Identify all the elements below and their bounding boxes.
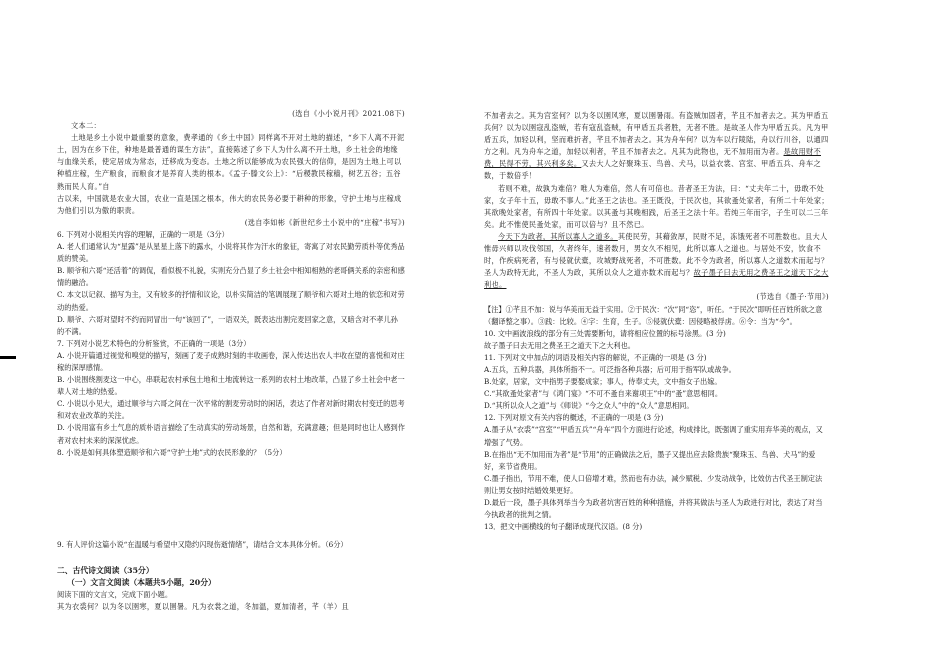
q11-option-d: D.“其所以众人之道”与《师说》“今之众人”中的“众人”意思相同。 bbox=[484, 401, 694, 411]
q6-option-c: C. 本文以记叙、描写为主，又有较多的抒情和议论，以朴实简洁的笔调展现了顺爷和六哥对土地的依恋和对劳动的热爱。 bbox=[57, 290, 405, 312]
q11-option-c: C.“其欲蚤处家者”与《鸿门宴》“不可不蚤自来谢项王”中的“蚤”意思相同。 bbox=[484, 389, 723, 399]
q6-option-d: D. 顺爷、六哥对望时不约而同冒出一句“该回了”，一语双关，既表达出割完麦回家之意，又暗含对不孝儿孙的不满。 bbox=[57, 314, 398, 336]
text2-title: 文本二： bbox=[71, 121, 101, 131]
section-2-1-heading: （一）文言文阅读（本题共5小题，20分） bbox=[67, 577, 216, 587]
question-6: 6. 下列对小说相关内容的理解，正确的一项是（3分） bbox=[57, 229, 229, 239]
reading-instruction: 阅读下面的文言文，完成下面小题。 bbox=[57, 590, 173, 599]
annotation-note: 【注】①芊且不加：说与华美而无益于实用。②于民次：“次”同“恣”，听任。“于民次”即听任百姓所欲之意（翻译整之事）。③践：比较。④字：生育，生子。⑤侵就伏橐：因侵略被俘虏。⑥令：当为“今”。 bbox=[484, 304, 823, 326]
classical-text-p2: 若则不难，故孰为难倍？唯人为难倍，然人有可倍也。昔者圣王为法，曰：“丈夫年二十，毋敢不处家，女子年十五，毋敢不事人。”此圣王之法也。圣王既没，于民次也，其欲蚤处家者，有所二十年处家；其欲晚处家者，有所四十年处家。以其蚤与其晚相践，后圣王之法十年。若纯三年而字，子生可以二三年矣。此不惟使民蚤处家，而可以倍与？且不然已。 bbox=[484, 183, 829, 229]
q10-text: 故子墨子曰去无用之费圣王之道天下之大利也。 bbox=[484, 340, 635, 350]
q11-option-b: B.处家，居家，文中指男子要娶成家；事人，侍奉丈夫，文中指女子出嫁。 bbox=[484, 377, 722, 387]
classical-text-p3: 今天下为政者，其所以寡人之道多。其使民劳，其藉敛厚，民财不足，冻饿死者不可胜数也。且大人惟毋兴师以攻伐邻国，久者终年，速者数月，男女久不相见，此所以寡人之道也。与居处不安，饮食不时，作疾病死者，有与侵就伏橐，攻城野战死者，不可胜数。此不令为政者，所以寡人之道数术而起与？圣人为政特无此，不圣人为政，其所以众人之道亦数术而起与？故子墨子曰去无用之费圣王之道天下之大利也。 bbox=[484, 231, 829, 290]
right-column bbox=[484, 110, 829, 533]
q12-option-a: A.墨子从“衣裘”“宫室”“甲盾五兵”“舟车”四个方面进行论述，构成排比，既强调了重实用弃华美的观点，又增强了气势。 bbox=[484, 425, 823, 447]
q6-option-a: A. 老人们通常认为“星露”是从星星上落下的露水，小说将其作为汗水的象征，寄寓了对农民勤劳质朴等优秀品质的赞美。 bbox=[57, 242, 405, 264]
source-note-2: (选自李如彬《新世纪乡土小说中的“庄稼”书写》) bbox=[244, 217, 405, 227]
q12-option-d: D.最后一段，墨子具体列举当今为政者坑害百姓的种种措施，并将其做法与圣人为政进行对比，表达了对当今执政者的批判之情。 bbox=[484, 498, 823, 520]
left-column bbox=[57, 108, 405, 613]
question-7: 7. 下列对小说艺术特色的分析鉴赏，不正确的一项是（3分） bbox=[57, 338, 251, 348]
section-2-heading: 二、古代诗文阅读（35分） bbox=[57, 565, 154, 575]
classical-source: (节选自《墨子·节用》) bbox=[756, 292, 829, 302]
binding-margin-mark bbox=[0, 356, 16, 359]
source-note-1: (选自《小小说月刊》2021.08下) bbox=[292, 109, 405, 118]
question-11: 11. 下列对文中加点的词语及相关内容的解说，不正确的一项是 (3 分) bbox=[484, 352, 707, 362]
text2-paragraph-cont: 古以来，中国就是农业大国，农业一直是国之根本，伟大的农民务必要于耕种的形象，守护土地与庄稼成为他们引以为傲的职责。 bbox=[57, 193, 402, 215]
classical-text-start: 其为衣裘何？以为冬以圉寒，夏以圉暑。凡为衣裳之道，冬加温，夏加清者，芊（羊）且 bbox=[57, 602, 350, 612]
q12-option-c: C.墨子指出，节用不难，使人口倍增才难，然而也有办法，减少赋税、少发动战争，比效仿古代圣王制定法则让男女按时结婚效果更好。 bbox=[484, 473, 823, 495]
question-8: 8. 小说是如何具体塑造顺爷和六哥“守护土地”式的农民形象的？（5分） bbox=[57, 447, 287, 457]
classical-text-p1: 不加者去之。其为宫室何？以为冬以圉风寒，夏以圉暑雨。有盗贼加固者，芊且不加者去之。其为甲盾五兵何？以为以圉寇乱盗贼，若有寇乱盗贼，有甲盾五兵者胜，无者不胜。是故圣人作为甲盾五兵。凡为甲盾五兵，加轻以利，坚而难折者，芊且不加者去之。其为舟车何？以为车以行陵陆，舟以行川谷，以通四方之利。凡为舟车之道，加轻以利者，芊且不加者去之。凡其为此物也，无不加用而为者。是故用财不费，民得不劳，其兴利多矣。又去大人之好聚珠玉、鸟兽、犬马，以益衣裳、宫室、甲盾五兵、舟车之数，于数倍乎！ bbox=[484, 111, 829, 181]
q11-option-a: A.五兵，五种兵器，具体所指不一。可泛指各种兵器；后可用于指军队或战争。 bbox=[484, 364, 736, 374]
question-12: 12. 下列对原文有关内容的概述，不正确的一项是 (3 分) bbox=[484, 413, 664, 423]
q7-option-d: D. 小说用富有乡土气息的质朴语言描绘了生动真实的劳动场景，自然和谐，充满意趣；但是同时也让人感到作者对农村未来的深深忧虑。 bbox=[57, 423, 405, 445]
question-9: 9. 有人评价这篇小说“在温暖与希望中又隐约闪现伤逝情绪”，请结合文本具体分析。（6分） bbox=[57, 539, 348, 549]
question-13: 13．把文中画横线的句子翻译成现代汉语。(8 分) bbox=[484, 522, 643, 532]
q6-option-b: B. 顺爷和六哥“还活着”的调侃，看似极不礼貌，实则充分凸显了乡土社会中相知相熟的老哥俩关系的亲密和感情的融洽。 bbox=[57, 266, 405, 288]
q7-option-b: B. 小说围绕割麦这一中心，串联起农村承包土地和土地流转这一系列的农村土地改革，凸显了乡土社会中老一辈人对土地的热爱。 bbox=[57, 375, 405, 397]
question-10: 10. 文中画波浪线的部分有三处需要断句，请将相应位置的标号涂黑。(3 分) bbox=[484, 328, 726, 338]
q7-option-a: A. 小说开篇通过视觉和嗅觉的描写，刻画了麦子成熟时刻的丰收画卷，深入传达出农人丰收在望的喜悦和对庄稼的深厚感情。 bbox=[57, 350, 405, 372]
text2-paragraph: 土地是乡土小说中最重要的意象，费孝通的《乡土中国》同样离不开对土地的描述，“乡下人离不开泥土，因为在乡下住，种地是最普通的谋生方法”，直接陈述了乡下人为什么离不开土地，乡土社会的地缘与血缘关系，使定居成为常态，迁移成为变态。土地之所以能够成为农民强大的信仰，是因为土地上可以种植庄稼，生产粮食，而粮食才是养育人类的根本。《孟子·滕文公上》：“后稷教民稼穑，树艺五谷；五谷熟而民人育。”自 bbox=[57, 133, 405, 191]
q7-option-c: C. 小说以小见大，通过顺爷与六哥之间在一次平常的割麦劳动时的闲话，表达了作者对新时期农村变迁的思考和对农业改革的关注。 bbox=[57, 399, 405, 421]
q12-option-b: B.在指出“无不加用而为者”是“节用”的正确做法之后，墨子又提出应去除贵族“聚珠玉、鸟兽、犬马”的爱好，来节省费用。 bbox=[484, 449, 816, 471]
